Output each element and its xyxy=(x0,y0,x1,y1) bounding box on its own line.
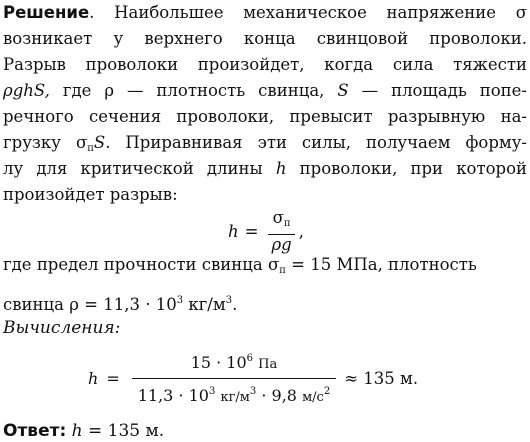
unit: м/с xyxy=(302,390,324,405)
formula-inline: ρghS, xyxy=(3,81,50,100)
text-fragment: 15 · 10 xyxy=(190,353,247,372)
superscript: 6 xyxy=(246,353,254,364)
fraction-denominator: ρg xyxy=(268,234,294,255)
sigma-symbol: σ xyxy=(272,208,284,227)
answer-line xyxy=(3,420,164,442)
formula-critical-length xyxy=(228,208,304,255)
h-symbol: h xyxy=(275,159,287,178)
text-line: возникает у верхнего конца свинцовой проволоки. xyxy=(3,29,527,48)
text-fragment: . xyxy=(232,295,238,314)
formula-result: ≈ 135 м. xyxy=(344,369,419,388)
text-fragment: грузку xyxy=(3,133,61,152)
superscript: 3 xyxy=(249,386,257,397)
fraction-numerator xyxy=(270,208,294,234)
fraction xyxy=(132,346,337,411)
solution-paragraph xyxy=(3,0,527,208)
subscript: п xyxy=(87,143,94,154)
text-fragment: Наибольшее механическое напряжение σ xyxy=(114,3,527,22)
text-fragment: свинца ρ = 11,3 · 10 xyxy=(3,295,177,314)
text-fragment: . Приравнивая эти силы, получаем форму- xyxy=(105,133,527,152)
superscript: 3 xyxy=(208,386,216,397)
fraction-denominator xyxy=(132,378,337,411)
formula-inline xyxy=(76,133,105,152)
subscript: п xyxy=(279,265,286,276)
fraction xyxy=(268,208,294,255)
subscript: п xyxy=(283,218,291,229)
h-symbol: h xyxy=(71,421,83,441)
text-line: Разрыв проволоки произойдет, когда сила тяжести xyxy=(3,55,527,74)
text-fragment: — площадь попе- xyxy=(361,81,528,100)
text-fragment: = 15 МПа, плотность xyxy=(291,255,477,274)
text-fragment: · 9,8 xyxy=(261,386,297,405)
answer-value: = 135 м. xyxy=(88,421,165,441)
unit: кг/м xyxy=(220,390,250,405)
equals-sign: = xyxy=(244,222,259,241)
explanation-paragraph xyxy=(3,250,527,320)
text-fragment: 11,3 · 10 xyxy=(137,386,209,405)
solution-label: Решение xyxy=(3,3,90,22)
text-line xyxy=(3,250,527,286)
text-fragment: где ρ — плотность свинца, xyxy=(62,81,325,100)
equals-sign: = xyxy=(106,369,120,388)
superscript: 3 xyxy=(225,295,233,306)
text-fragment: где предел прочности свинца σ xyxy=(3,255,280,274)
sigma-symbol: σ xyxy=(75,133,88,152)
text-line: Решение. Наибольшее механическое напряжение σ xyxy=(3,3,527,22)
formula-lhs: h xyxy=(228,222,239,241)
formula-inline: S xyxy=(337,81,349,100)
text-fragment: кг/м xyxy=(188,295,226,314)
formula-calculation xyxy=(88,346,418,411)
s-symbol: S xyxy=(93,133,106,152)
text-line xyxy=(3,130,527,156)
unit: Па xyxy=(258,357,278,372)
formula-lhs: h xyxy=(88,369,99,388)
answer-label: Ответ: xyxy=(3,421,67,441)
text-fragment: проволоки, при которой xyxy=(299,159,528,178)
text-line: речного сечения проволоки, превысит разрывную на- xyxy=(3,107,527,126)
text-fragment: лу для критической длины xyxy=(3,159,263,178)
text-line xyxy=(3,78,527,104)
superscript: 2 xyxy=(323,386,331,397)
fraction-numerator xyxy=(185,346,284,378)
text-line: произойдет разрыв: xyxy=(3,185,178,204)
text-line xyxy=(3,286,527,320)
formula-punct: , xyxy=(298,222,304,241)
text-line xyxy=(3,156,527,182)
calculations-label: Вычисления: xyxy=(3,318,121,338)
superscript: 3 xyxy=(176,295,184,306)
